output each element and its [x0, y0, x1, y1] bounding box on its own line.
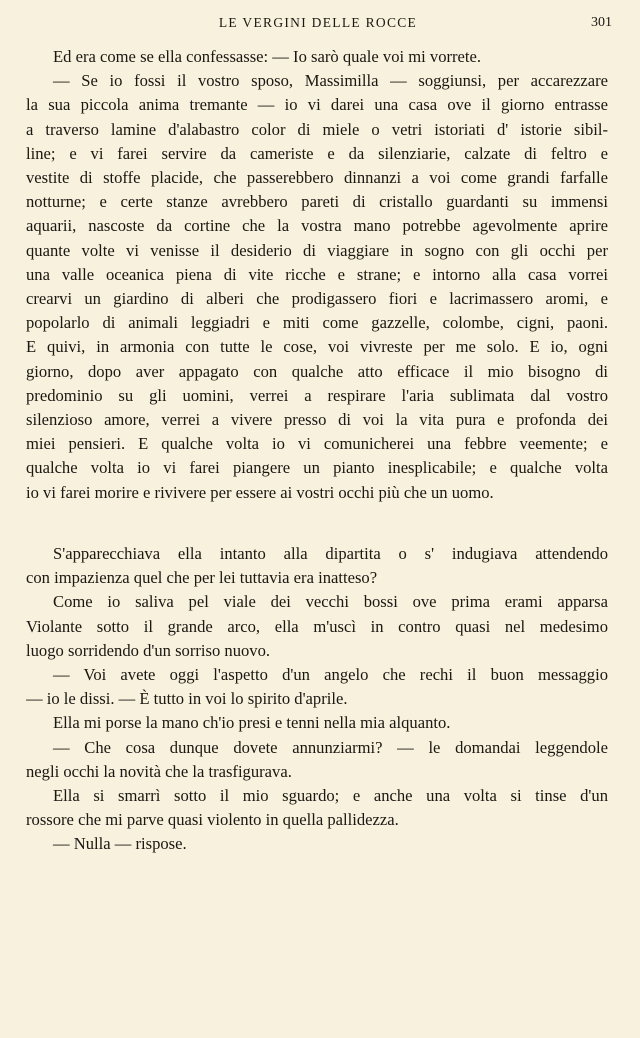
text-line: — io le dissi. — È tutto in voi lo spirito d'aprile.: [26, 689, 348, 709]
text-line: Come io saliva pel viale dei vecchi bossi ove prima erami apparsa: [53, 592, 608, 612]
text-line: vestite di stoffe placide, che passerebbero dinnanzi a voi come grandi farfalle: [26, 168, 608, 188]
text-line: — Voi avete oggi l'aspetto d'un angelo che rechi il buon messaggio: [53, 665, 608, 685]
text-line: — Che cosa dunque dovete annunziarmi? — le domandai leggendole: [53, 737, 608, 757]
text-line: crearvi un giardino di alberi che prodigassero fiori e lacrimassero aromi, e: [26, 289, 608, 309]
paragraph: [26, 711, 608, 735]
paragraph: [26, 736, 608, 784]
paragraph: [26, 542, 608, 590]
text-line: notturne; e certe stanze avrebbero pareti di cristallo guardanti su immensi: [26, 192, 608, 212]
page-number: 301: [591, 15, 612, 30]
text-line: la sua piccola anima tremante — io vi darei una casa ove il giorno entrasse: [26, 95, 608, 115]
paragraph: [26, 663, 608, 711]
text-line: una valle oceanica piena di vite ricche e strane; e intorno alla casa vorrei: [26, 264, 608, 284]
text-line: — Se io fossi il vostro sposo, Massimilla — soggiunsi, per accarezzare: [53, 71, 608, 91]
text-line: S'apparecchiava ella intanto alla dipartita o s' indugiava attendendo: [53, 544, 608, 563]
text-line: qualche volta io vi farei piangere un pianto inesplicabile; e qualche volta: [26, 458, 608, 478]
text-line: a traverso lamine d'alabastro color di miele o vetri istoriati d' istorie sibil-: [26, 119, 608, 139]
text-line: — Nulla — rispose.: [53, 834, 187, 854]
text-line: popolarlo di animali leggiadri e miti come gazzelle, colombe, cigni, paoni.: [26, 313, 608, 333]
text-line: con impazienza quel che per lei tuttavia era inatteso?: [26, 568, 378, 588]
text-line: giorno, dopo aver appagato con qualche atto efficace il mio bisogno di: [26, 361, 608, 381]
text-line: miei pensieri. E qualche volta io vi comunicherei una febbre veemente; e: [26, 434, 608, 454]
text-line: luogo sorridendo d'un sorriso nuovo.: [26, 640, 271, 660]
paragraph: [26, 832, 608, 856]
text-line: Ed era come se ella confessasse: — Io sarò quale voi mi vorrete.: [53, 47, 482, 66]
text-line: io vi farei morire e rivivere per essere ai vostri occhi più che un uomo.: [26, 482, 494, 502]
paragraph: [26, 590, 608, 663]
text-line: Violante sotto il grande arco, ella m'uscì in contro quasi nel medesimo: [26, 616, 608, 636]
text-block-1: [26, 45, 608, 505]
text-line: silenzioso amore, verrei a vivere presso di voi la vita pura e profonda dei: [26, 410, 608, 430]
paragraph: [26, 69, 608, 505]
text-line: quante volte vi venisse il desiderio di viaggiare in sogno con gli occhi per: [26, 240, 608, 260]
page-header: [24, 15, 612, 37]
text-line: negli occhi la novità che la trasfigurava.: [26, 761, 292, 781]
text-line: line; e vi farei servire da cameriste e da silenziarie, calzate di feltro e: [26, 143, 608, 163]
text-line: Ella mi porse la mano ch'io presi e tenni nella mia alquanto.: [53, 713, 451, 733]
running-title: LE VERGINI DELLE ROCCE: [218, 15, 418, 30]
text-line: rossore che mi parve quasi violento in quella pallidezza.: [26, 810, 399, 830]
text-line: Ella si smarrì sotto il mio sguardo; e anche una volta si tinse d'un: [53, 786, 608, 806]
text-line: predominio su gli uomini, verrei a respirare l'aria sublimata dal vostro: [26, 385, 608, 405]
text-block-2: [26, 542, 608, 857]
text-line: E quivi, in armonia con tutte le cose, voi vivreste per me solo. E io, ogni: [26, 337, 608, 357]
text-line: aquarii, nascoste da cortine che la vostra mano potrebbe agevolmente aprire: [26, 216, 608, 236]
paragraph: [26, 45, 608, 69]
paragraph: [26, 784, 608, 832]
